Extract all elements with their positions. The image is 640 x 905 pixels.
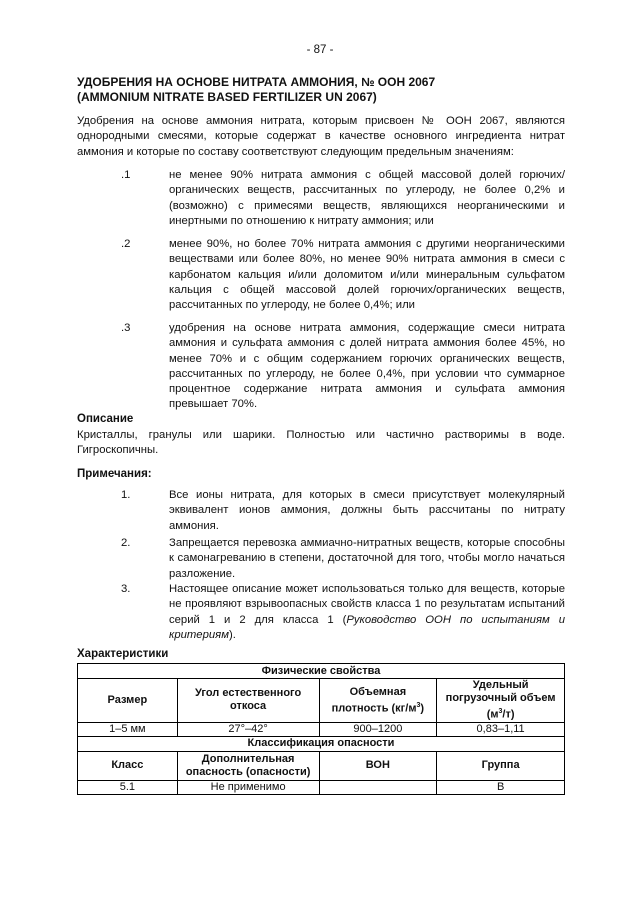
table-row [78,736,565,751]
note-2 [77,536,565,582]
characteristics-table [77,663,565,795]
group-value: B [437,780,565,794]
characteristics-heading: Характеристики [77,648,169,660]
note-3 [77,582,565,643]
list-item-number: .3 [121,322,131,334]
mhb-header: ВОН [319,751,437,780]
table-row [78,780,565,794]
table-row [78,722,565,736]
list-item-number: .1 [121,169,131,181]
class-header: Класс [78,751,178,780]
table-row [78,751,565,780]
note-number: 2. [121,537,131,549]
note-text [169,582,565,643]
density-header-sup: 3 [416,701,421,709]
list-item-1 [77,168,565,229]
volume-value: 0,83–1,11 [437,722,565,736]
density-header-text: Объемная плотность (кг/м [331,685,417,715]
volume-header [437,679,565,723]
list-item-text: удобрения на основе нитрата аммония, содержащие смеси нитрата аммония и сульфата аммония с долей нитрата аммония более 45%, но менее 70% и с общим содержанием горючих органических веществ, рассчитанных по углероду, не более 0,4%, при условии что суммарное процентное содержание нитрата аммония и сульфата аммония превышает 70%. [169,322,565,411]
document-title [77,75,577,105]
description-text: Кристаллы, гранулы или шарики. Полностью или частично растворимы в воде. Гигроскопичны. [77,429,565,457]
intro-paragraph: Удобрения на основе аммония нитрата, которым присвоен № ООН 2067, являются однородными смесями, которые содержат в качестве основного ингредиента нитрат аммония и которые по составу соответствуют следующим предельным значениям: [77,115,565,158]
note-1 [77,488,565,534]
mhb-value [319,780,437,794]
size-value: 1–5 мм [78,722,178,736]
density-value: 900–1200 [319,722,437,736]
group-header: Группа [437,751,565,780]
density-header [319,679,437,723]
notes-heading: Примечания: [77,468,152,480]
note-text-end: ). [228,628,236,641]
note-text-main: Настоящее описание может использоваться только для веществ, которые не проявляют взрывоопасных свойств класса 1 по результатам испытаний серий 1 и 2 для класса 1 ( [169,583,565,626]
angle-value: 27°–42° [177,722,319,736]
list-item-3 [77,321,565,413]
list-item-text: не менее 90% нитрата аммония с общей массовой долей горючих/органических веществ, рассчитанных по углероду, не более 0,2% и (возможно) с примесями веществ, являющихся неорганическими и инертными по отношению к нитрату аммония; или [169,169,565,227]
note-text: Запрещается перевозка аммиачно-нитратных веществ, которые способны к самонагреванию в степени, достаточной для того, чтобы могло начаться разложение. [169,537,565,580]
list-item-number: .2 [121,238,131,250]
list-item-text: менее 90%, но более 70% нитрата аммония с другими неорганическими веществами или более 80%, но менее 90% нитрата аммония в смеси с карбонатом кальция и/или доломитом и/или минеральным сульфатом кальция с общей массовой долей горючих/органических веществ, рассчитанных по углероду, не более 0,4%; или [169,238,565,312]
note-text: Все ионы нитрата, для которых в смеси присутствует молекулярный эквивалент ионов аммония, должны быть рассчитаны по нитрату аммония. [169,489,565,532]
title-line-1: УДОБРЕНИЯ НА ОСНОВЕ НИТРАТА АММОНИЯ, № ООН 2067 [77,75,436,89]
description-heading: Описание [77,413,134,425]
volume-header-sup: 3 [498,708,503,715]
note-number: 3. [121,583,131,595]
angle-header: Угол естественного откоса [177,679,319,723]
page-number: - 87 - [306,44,334,56]
size-header: Размер [78,679,178,723]
subsidiary-value: Не применимо [177,780,319,794]
physical-properties-title: Физические свойства [78,664,565,679]
table-row [78,664,565,679]
note-text-italic: Руководство ООН по испытаниям и критериям [169,613,565,641]
list-item-2 [77,237,565,313]
title-line-2: (AMMONIUM NITRATE BASED FERTILIZER UN 2067) [77,90,377,104]
volume-header-text: Удельный погрузочный объем (м [445,679,556,721]
hazard-classification-title: Классификация опасности [78,736,565,751]
table-row [78,679,565,723]
subsidiary-header: Дополнительная опасность (опасности) [177,751,319,780]
volume-header-end: /т) [502,708,515,721]
note-number: 1. [121,489,131,501]
density-header-end: ) [420,702,425,715]
class-value: 5.1 [78,780,178,794]
